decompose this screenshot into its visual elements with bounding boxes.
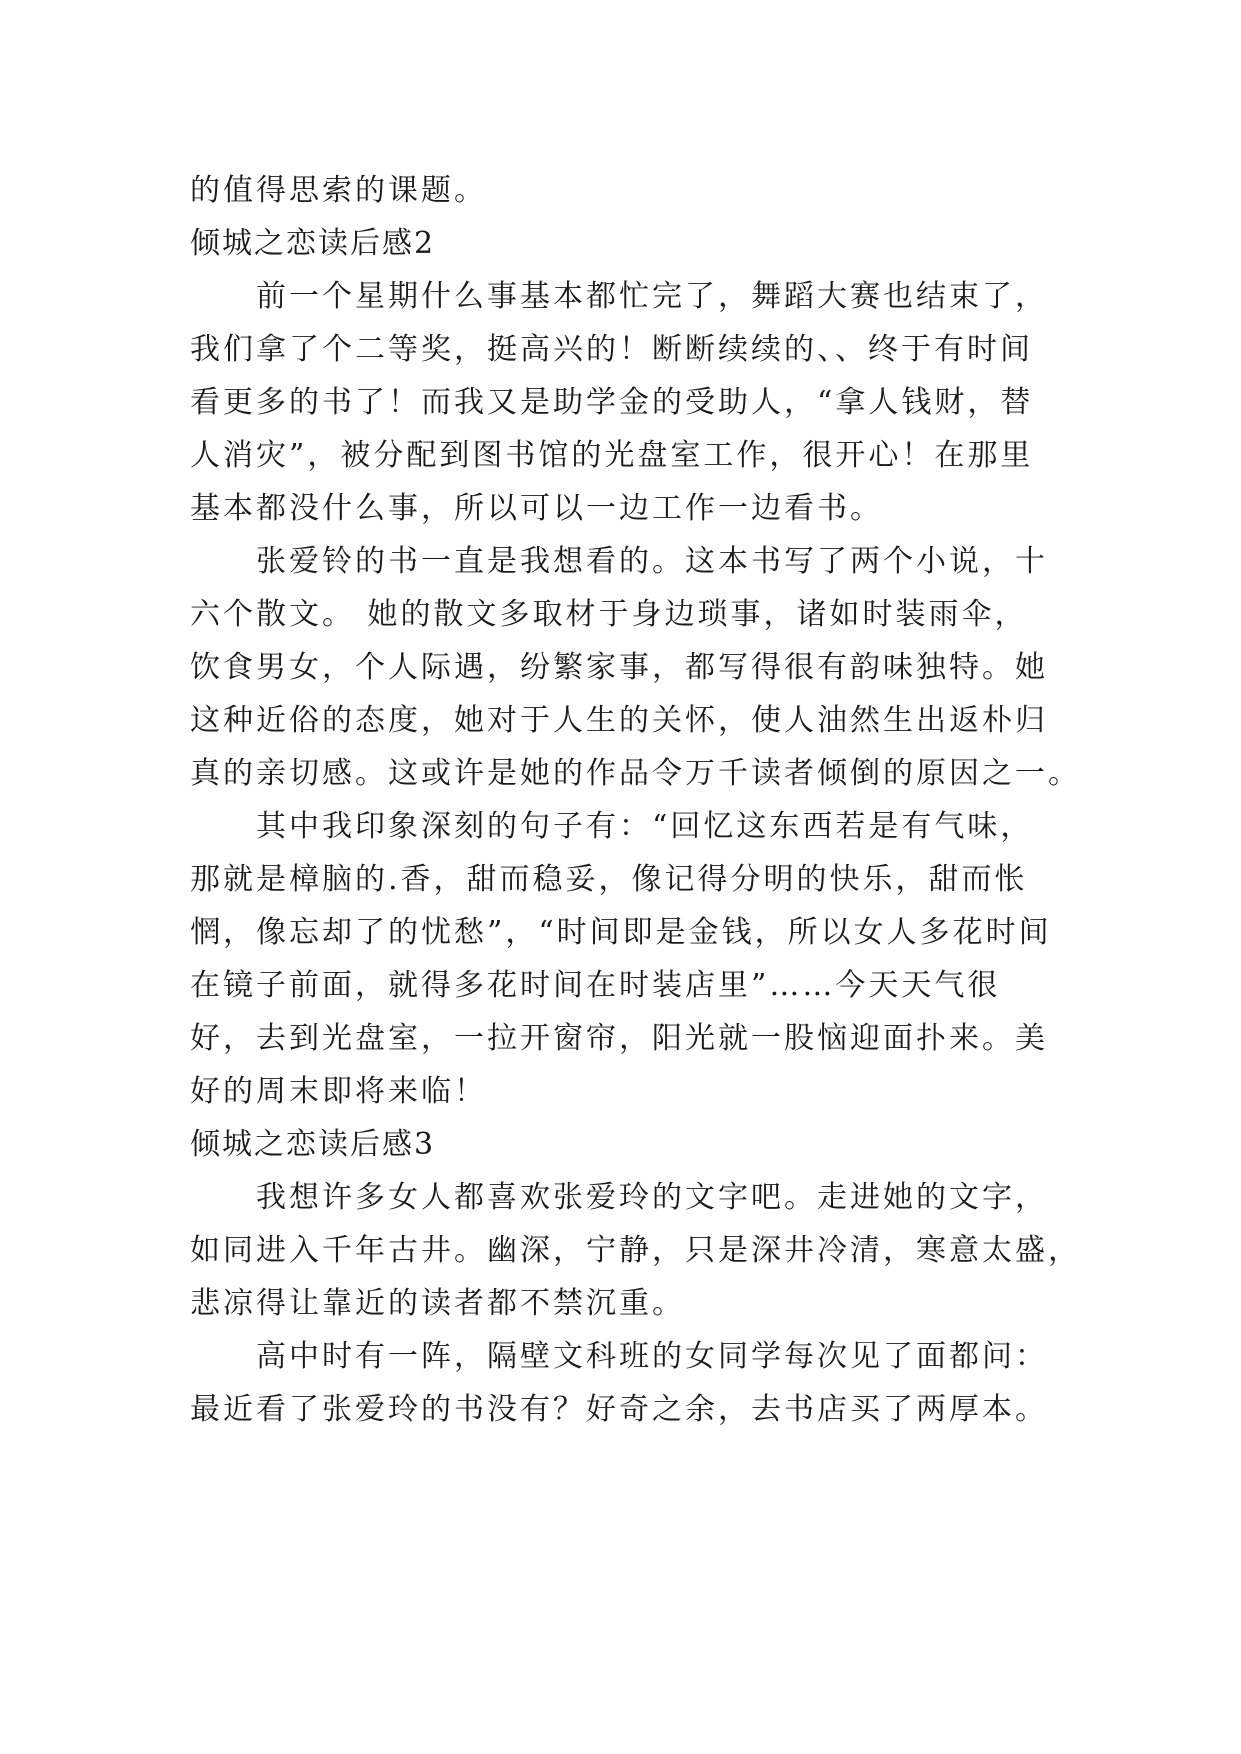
paragraph-line: 如同进入千年古井。幽深，宁静，只是深井冷清，寒意太盛，	[190, 1233, 1081, 1268]
section1-tail-line: 的值得思索的课题。	[190, 173, 487, 208]
document-page	[190, 164, 1081, 1436]
section-heading-2: 倾城之恋读后感2	[190, 226, 436, 261]
paragraph-line: 六个散文。 她的散文多取材于身边琐事，诸如时装雨伞，	[190, 597, 1028, 632]
paragraph-2-2	[190, 535, 1081, 800]
paragraph-line: 这种近俗的态度，她对于人生的关怀，使人油然生出返朴归	[190, 703, 1048, 738]
paragraph-line: 我们拿了个二等奖，挺高兴的！断断续续的、、终于有时间	[190, 332, 1033, 367]
paragraph-line: 饮食男女，个人际遇，纷繁家事，都写得很有韵味独特。她	[190, 650, 1048, 685]
paragraph-3-2	[190, 1330, 1070, 1436]
paragraph-line: 基本都没什么事，所以可以一边工作一边看书。	[190, 491, 883, 526]
paragraph-line: 真的亲切感。这或许是她的作品令万千读者倾倒的原因之一。	[190, 756, 1081, 791]
paragraph-2-3	[190, 800, 1070, 1118]
paragraph-line: 惘，像忘却了的忧愁”，“时间即是金钱，所以女人多花时间	[190, 915, 1052, 950]
paragraph-line: 人消灾”，被分配到图书馆的光盘室工作，很开心！在那里	[190, 438, 1034, 473]
paragraph-line: 我想许多女人都喜欢张爱玲的文字吧。走进她的文字，	[256, 1180, 1048, 1215]
paragraph-line: 好，去到光盘室，一拉开窗帘，阳光就一股恼迎面扑来。美	[190, 1021, 1048, 1056]
paragraph-line: 那就是樟脑的.香，甜而稳妥，像记得分明的快乐，甜而怅	[190, 862, 1028, 897]
section-heading-3: 倾城之恋读后感3	[190, 1127, 436, 1162]
paragraph-2-1	[190, 270, 1070, 535]
paragraph-line: 最近看了张爱玲的书没有？好奇之余，去书店买了两厚本。	[190, 1392, 1048, 1427]
paragraph-line: 悲凉得让靠近的读者都不禁沉重。	[190, 1286, 685, 1321]
paragraph-line: 前一个星期什么事基本都忙完了，舞蹈大赛也结束了，	[256, 279, 1048, 314]
paragraph-line: 张爱铃的书一直是我想看的。这本书写了两个小说，十	[256, 544, 1048, 579]
paragraph-line: 其中我印象深刻的句子有：“回忆这东西若是有气味，	[256, 809, 1034, 844]
paragraph-3-1	[190, 1171, 1081, 1330]
paragraph-line: 好的周末即将来临！	[190, 1074, 487, 1109]
paragraph-line: 看更多的书了！而我又是助学金的受助人，“拿人钱财，替	[190, 385, 1034, 420]
paragraph-line: 在镜子前面，就得多花时间在时装店里”……今天天气很	[190, 968, 1001, 1003]
paragraph-line: 高中时有一阵，隔壁文科班的女同学每次见了面都问：	[256, 1339, 1048, 1374]
